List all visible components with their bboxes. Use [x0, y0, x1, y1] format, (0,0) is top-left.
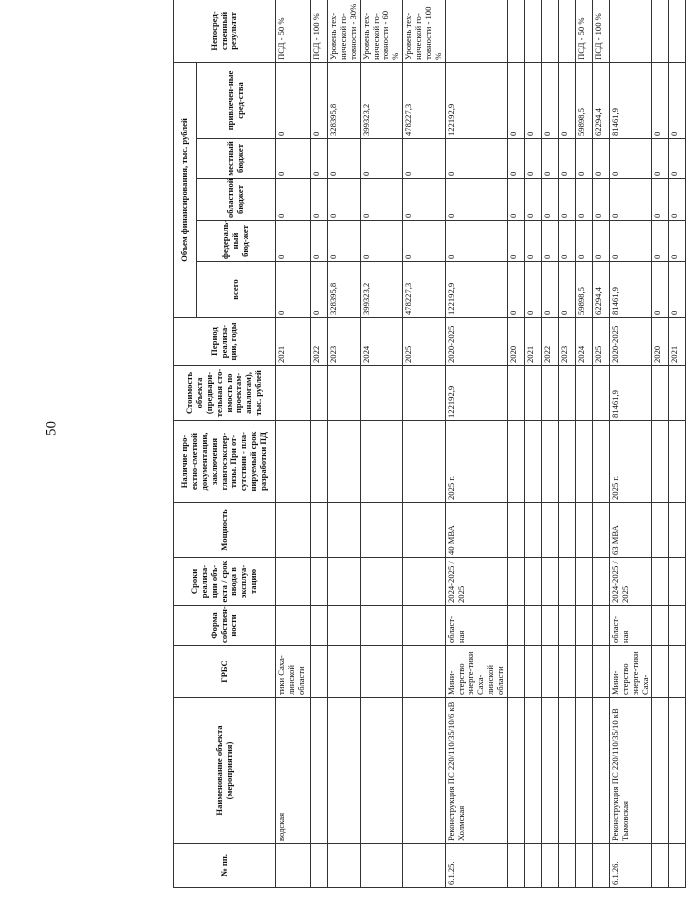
cell-num [558, 844, 575, 888]
cell-num: 6.1.25. [445, 844, 507, 888]
cell-result: ПСД - 50 % [575, 0, 592, 62]
header-local: местный бюджет [197, 139, 276, 179]
cell-term [524, 558, 541, 606]
cell-psd: 2025 г. [609, 421, 652, 503]
cell-regional: 0 [360, 179, 403, 221]
cell-name [328, 698, 361, 844]
table-row [507, 0, 524, 888]
cell-regional: 0 [575, 179, 592, 221]
cell-ownership: област-ная [609, 606, 652, 646]
cell-ownership [541, 606, 558, 646]
cell-capacity [311, 503, 328, 558]
cell-cost [592, 366, 609, 421]
cell-grbs [311, 646, 328, 698]
table-row [445, 0, 507, 888]
cell-period: 2020 [507, 318, 524, 366]
cell-name: Реконструкция ПС 220/110/35/10/6 кВ Холмская [445, 698, 507, 844]
table-row [524, 0, 541, 888]
cell-period: 2020 [652, 318, 669, 366]
cell-grbs [558, 646, 575, 698]
cell-federal: 0 [609, 221, 652, 262]
cell-ownership: област-ная [445, 606, 507, 646]
cell-total: 59898,5 [575, 262, 592, 318]
cell-regional: 0 [609, 179, 652, 221]
cell-federal: 0 [524, 221, 541, 262]
cell-federal: 0 [403, 221, 446, 262]
cell-num [507, 844, 524, 888]
header-federal: федераль-ный бюд-жет [197, 221, 276, 262]
cell-cost [360, 366, 403, 421]
cell-ownership [360, 606, 403, 646]
cell-ownership [575, 606, 592, 646]
cell-grbs [328, 646, 361, 698]
cell-psd [592, 421, 609, 503]
cell-num [403, 844, 446, 888]
cell-num [276, 844, 311, 888]
page-number: 50 [43, 421, 60, 436]
cell-local: 0 [652, 139, 669, 179]
cell-ownership [669, 606, 686, 646]
header-num: № пп. [174, 844, 276, 888]
cell-result: ПСД - 100 % [592, 0, 609, 62]
cell-grbs [652, 646, 669, 698]
financing-table [173, 0, 686, 888]
cell-grbs [669, 646, 686, 698]
cell-local: 0 [575, 139, 592, 179]
header-regional: областной бюджет [197, 179, 276, 221]
cell-regional: 0 [403, 179, 446, 221]
cell-name [360, 698, 403, 844]
cell-local: 0 [541, 139, 558, 179]
cell-total: 399323,2 [360, 262, 403, 318]
cell-num [541, 844, 558, 888]
cell-total: 0 [276, 262, 311, 318]
cell-name [524, 698, 541, 844]
cell-capacity [558, 503, 575, 558]
cell-term [403, 558, 446, 606]
cell-grbs: Мини-стерство энерге-тики Саха-линской области [445, 646, 507, 698]
cell-federal: 0 [669, 221, 686, 262]
cell-local: 0 [609, 139, 652, 179]
cell-term [507, 558, 524, 606]
cell-regional: 0 [507, 179, 524, 221]
cell-local: 0 [276, 139, 311, 179]
cell-cost [541, 366, 558, 421]
cell-capacity [669, 503, 686, 558]
cell-attracted: 0 [541, 62, 558, 138]
cell-grbs [403, 646, 446, 698]
cell-result: ПСД - 50 % [276, 0, 311, 62]
table-row [558, 0, 575, 888]
cell-total: 0 [652, 262, 669, 318]
cell-period: 2023 [328, 318, 361, 366]
table-row [669, 0, 686, 888]
cell-grbs: Мини-стерство энерге-тики Саха- [609, 646, 652, 698]
cell-federal: 0 [592, 221, 609, 262]
cell-regional: 0 [669, 179, 686, 221]
cell-cost [507, 366, 524, 421]
cell-regional: 0 [445, 179, 507, 221]
cell-local: 0 [524, 139, 541, 179]
header-grbs: ГРБС [174, 646, 276, 698]
cell-ownership [507, 606, 524, 646]
cell-cost [276, 366, 311, 421]
cell-ownership [328, 606, 361, 646]
cell-result [445, 0, 507, 62]
cell-local: 0 [507, 139, 524, 179]
cell-name [575, 698, 592, 844]
cell-num [669, 844, 686, 888]
cell-attracted: 0 [311, 62, 328, 138]
cell-regional: 0 [524, 179, 541, 221]
cell-regional: 0 [328, 179, 361, 221]
cell-attracted: 0 [669, 62, 686, 138]
cell-grbs [360, 646, 403, 698]
cell-cost [311, 366, 328, 421]
cell-cost [328, 366, 361, 421]
cell-federal: 0 [276, 221, 311, 262]
cell-term [575, 558, 592, 606]
cell-total: 328395,8 [328, 262, 361, 318]
cell-cost: 81461,9 [609, 366, 652, 421]
cell-federal: 0 [311, 221, 328, 262]
cell-term [592, 558, 609, 606]
header-ownership: Форма собствен-ности [174, 606, 276, 646]
cell-term [558, 558, 575, 606]
header-period: Период реализа-ции, годы [174, 318, 276, 366]
cell-total: 0 [669, 262, 686, 318]
cell-name: Реконструкция ПС 220/110/35/10 кВ Тымовская [609, 698, 652, 844]
cell-psd [403, 421, 446, 503]
cell-term: 2024-2025 / 2025 [445, 558, 507, 606]
cell-capacity [328, 503, 361, 558]
cell-period: 2021 [276, 318, 311, 366]
cell-num [311, 844, 328, 888]
cell-period: 2022 [311, 318, 328, 366]
header-psd: Наличие про-ектно-сметной документации, заключения главгосэкспер-тизы. При от-сутствии - пла-нируемый срок разработки ПД [174, 421, 276, 503]
cell-regional: 0 [592, 179, 609, 221]
cell-grbs [575, 646, 592, 698]
cell-grbs [592, 646, 609, 698]
cell-federal: 0 [445, 221, 507, 262]
cell-num [575, 844, 592, 888]
cell-federal: 0 [328, 221, 361, 262]
cell-capacity: 40 МВА [445, 503, 507, 558]
cell-cost [524, 366, 541, 421]
cell-regional: 0 [652, 179, 669, 221]
cell-local: 0 [558, 139, 575, 179]
cell-result [507, 0, 524, 62]
cell-capacity [276, 503, 311, 558]
cell-result: Уровень тех-нической го-товности - 100 % [403, 0, 446, 62]
cell-attracted: 399323,2 [360, 62, 403, 138]
cell-grbs [507, 646, 524, 698]
cell-name [558, 698, 575, 844]
table-row [403, 0, 446, 888]
cell-grbs [524, 646, 541, 698]
table-row [311, 0, 328, 888]
cell-period: 2024 [360, 318, 403, 366]
cell-federal: 0 [507, 221, 524, 262]
cell-psd [558, 421, 575, 503]
cell-period: 2025 [403, 318, 446, 366]
table-row [276, 0, 311, 888]
cell-local: 0 [445, 139, 507, 179]
cell-capacity [575, 503, 592, 558]
cell-term [328, 558, 361, 606]
cell-result [558, 0, 575, 62]
cell-capacity [507, 503, 524, 558]
cell-attracted: 122192,9 [445, 62, 507, 138]
header-total: всего [197, 262, 276, 318]
cell-federal: 0 [541, 221, 558, 262]
table-row [541, 0, 558, 888]
cell-capacity: 63 МВА [609, 503, 652, 558]
cell-psd [360, 421, 403, 503]
cell-capacity [360, 503, 403, 558]
cell-ownership [652, 606, 669, 646]
cell-cost [669, 366, 686, 421]
cell-capacity [541, 503, 558, 558]
cell-attracted: 0 [507, 62, 524, 138]
cell-ownership [276, 606, 311, 646]
cell-period: 2021 [524, 318, 541, 366]
header-result: Непосред-ственный результат [174, 0, 276, 62]
rotated-sheet [173, 0, 680, 888]
header-name: Наименование объекта (мероприятия) [174, 698, 276, 844]
cell-total: 62294,4 [592, 262, 609, 318]
cell-attracted: 81461,9 [609, 62, 652, 138]
cell-result [669, 0, 686, 62]
cell-result [652, 0, 669, 62]
cell-term [652, 558, 669, 606]
cell-capacity [524, 503, 541, 558]
cell-regional: 0 [541, 179, 558, 221]
cell-local: 0 [328, 139, 361, 179]
cell-cost [558, 366, 575, 421]
cell-cost [403, 366, 446, 421]
cell-psd [575, 421, 592, 503]
cell-num [592, 844, 609, 888]
table-body [276, 0, 686, 888]
cell-grbs: тики Саха-линской области [276, 646, 311, 698]
cell-term [311, 558, 328, 606]
cell-federal: 0 [558, 221, 575, 262]
cell-num [652, 844, 669, 888]
table-row [360, 0, 403, 888]
cell-regional: 0 [558, 179, 575, 221]
cell-num: 6.1.26. [609, 844, 652, 888]
cell-attracted: 478227,3 [403, 62, 446, 138]
cell-name [403, 698, 446, 844]
cell-capacity [403, 503, 446, 558]
cell-regional: 0 [276, 179, 311, 221]
cell-result [524, 0, 541, 62]
header-cost: Стоимость объекта (предвари-тельная сто-имость по проектам-аналогам), тыс. рублей [174, 366, 276, 421]
cell-name [592, 698, 609, 844]
cell-num [524, 844, 541, 888]
cell-period: 2025 [592, 318, 609, 366]
cell-result: ПСД - 100 % [311, 0, 328, 62]
cell-psd: 2025 г. [445, 421, 507, 503]
cell-psd [524, 421, 541, 503]
cell-attracted: 62294,4 [592, 62, 609, 138]
cell-name [652, 698, 669, 844]
cell-local: 0 [403, 139, 446, 179]
cell-term: 2024-2025 / 2025 [609, 558, 652, 606]
cell-local: 0 [311, 139, 328, 179]
cell-total: 122192,9 [445, 262, 507, 318]
cell-cost: 122192,9 [445, 366, 507, 421]
cell-term [360, 558, 403, 606]
cell-name [507, 698, 524, 844]
cell-ownership [524, 606, 541, 646]
cell-result: Уровень тех-нической го-товности - 30% [328, 0, 361, 62]
cell-total: 0 [541, 262, 558, 318]
cell-result [609, 0, 652, 62]
table-row [609, 0, 652, 888]
header-term: Сроки реализа-ции объ-екта / срок ввода в эксплуа-тацию [174, 558, 276, 606]
cell-period: 2024 [575, 318, 592, 366]
cell-attracted: 328395,8 [328, 62, 361, 138]
cell-result [541, 0, 558, 62]
header-capacity: Мощность [174, 503, 276, 558]
header-funding: Объем финансирования, тыс. рублей [174, 62, 197, 317]
cell-num [360, 844, 403, 888]
cell-grbs [541, 646, 558, 698]
cell-psd [669, 421, 686, 503]
cell-result: Уровень тех-нической го-товности - 60 % [360, 0, 403, 62]
cell-name [541, 698, 558, 844]
cell-federal: 0 [575, 221, 592, 262]
cell-term [541, 558, 558, 606]
cell-local: 0 [669, 139, 686, 179]
cell-local: 0 [360, 139, 403, 179]
cell-capacity [592, 503, 609, 558]
cell-psd [541, 421, 558, 503]
cell-name [311, 698, 328, 844]
cell-regional: 0 [311, 179, 328, 221]
table-row [328, 0, 361, 888]
header-attracted: привлечен-ные сред-ства [197, 62, 276, 138]
cell-psd [276, 421, 311, 503]
cell-period: 2023 [558, 318, 575, 366]
cell-total: 0 [311, 262, 328, 318]
cell-total: 0 [524, 262, 541, 318]
cell-psd [311, 421, 328, 503]
cell-capacity [652, 503, 669, 558]
cell-psd [652, 421, 669, 503]
cell-federal: 0 [652, 221, 669, 262]
cell-psd [328, 421, 361, 503]
cell-attracted: 59898,5 [575, 62, 592, 138]
cell-total: 0 [507, 262, 524, 318]
cell-cost [575, 366, 592, 421]
cell-total: 478227,3 [403, 262, 446, 318]
cell-total: 81461,9 [609, 262, 652, 318]
cell-name: водская [276, 698, 311, 844]
cell-ownership [592, 606, 609, 646]
cell-name [669, 698, 686, 844]
cell-psd [507, 421, 524, 503]
cell-num [328, 844, 361, 888]
table-row [652, 0, 669, 888]
cell-ownership [311, 606, 328, 646]
cell-term [276, 558, 311, 606]
cell-total: 0 [558, 262, 575, 318]
cell-period: 2021 [669, 318, 686, 366]
table-row [575, 0, 592, 888]
table-header [174, 0, 276, 888]
cell-period: 2022 [541, 318, 558, 366]
cell-attracted: 0 [276, 62, 311, 138]
cell-attracted: 0 [524, 62, 541, 138]
cell-cost [652, 366, 669, 421]
cell-attracted: 0 [558, 62, 575, 138]
cell-ownership [403, 606, 446, 646]
cell-period: 2020-2025 [609, 318, 652, 366]
cell-period: 2020-2025 [445, 318, 507, 366]
table-row [592, 0, 609, 888]
cell-federal: 0 [360, 221, 403, 262]
cell-ownership [558, 606, 575, 646]
cell-attracted: 0 [652, 62, 669, 138]
cell-term [669, 558, 686, 606]
cell-local: 0 [592, 139, 609, 179]
